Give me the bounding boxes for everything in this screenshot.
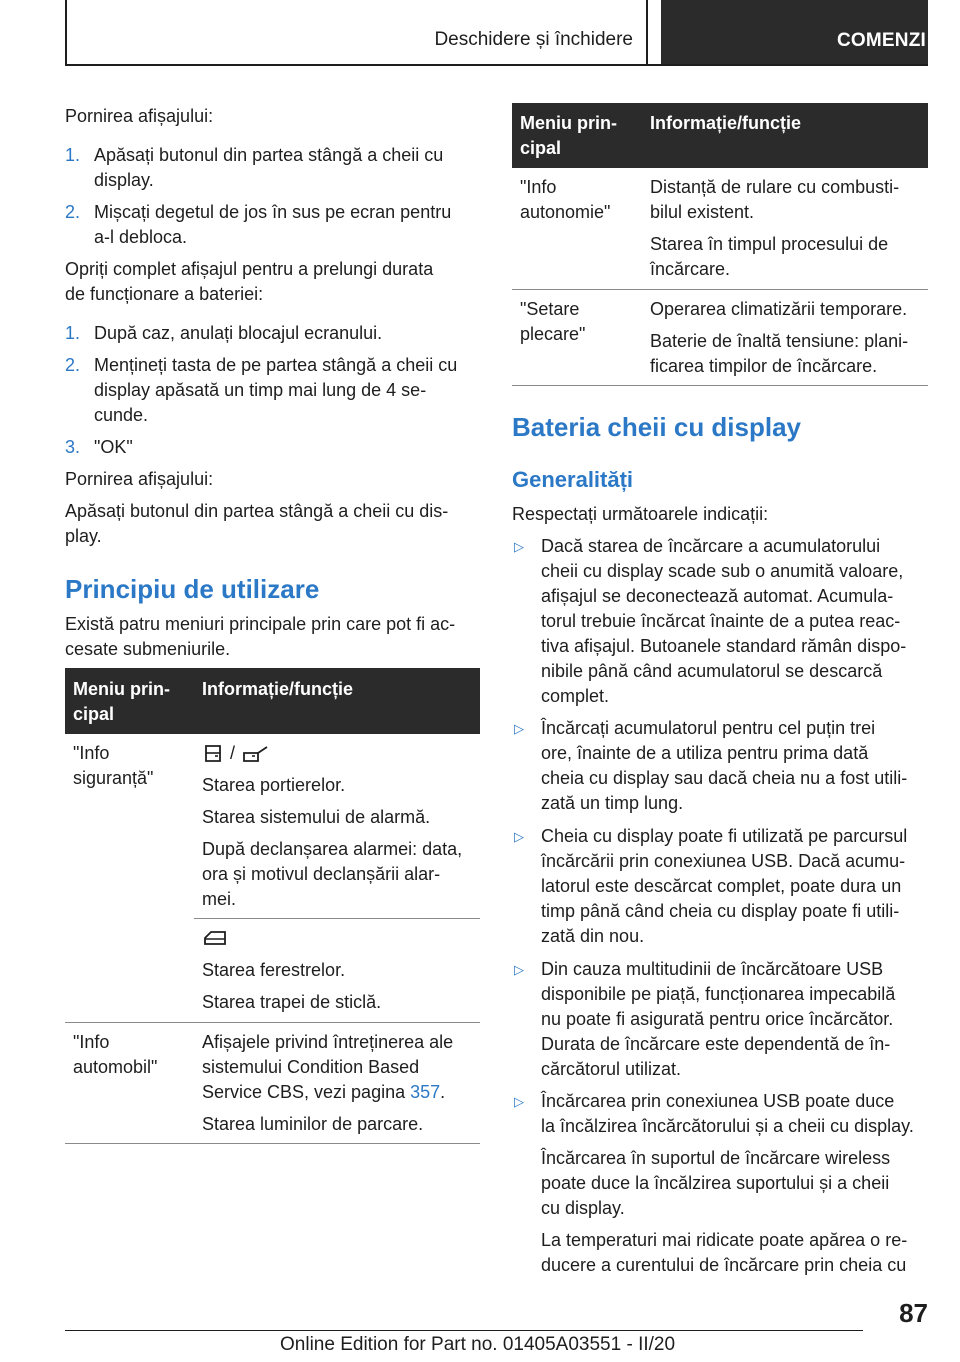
bullet-text: Durata de încărcare este dependentă de în‐ (541, 1034, 891, 1054)
paragraph-opriti: de funcționare a bateriei: (65, 284, 264, 304)
step-number: 3. (65, 437, 81, 457)
table-cell-info: După declanșarea alarmei: data, (202, 839, 463, 859)
bullet-triangle-icon: ▷ (514, 1094, 524, 1109)
table-cell-info: bilul existent. (650, 202, 755, 222)
table-cell-info: mei. (202, 889, 237, 909)
table-cell-info: Distanță de rulare cu combusti‐ (650, 177, 900, 197)
bullet-triangle-icon: ▷ (514, 539, 524, 554)
table-header-menu: Meniu prin‐ (73, 679, 170, 699)
bullet-text: zată un timp lung. (541, 793, 684, 813)
paragraph-apasati: play. (65, 526, 102, 546)
table-header-menu: Meniu prin‐ (520, 113, 617, 133)
bullet-text: la încălzirea încărcătorului și a cheii cu display. (541, 1116, 914, 1136)
step-text: Mișcați degetul de jos în sus pe ecran pentru (94, 202, 452, 222)
bullet-text: ore, înainte de a utiliza pentru prima dată (541, 743, 869, 763)
table-cell-info: Baterie de înaltă tensiune: plani‐ (650, 331, 909, 351)
subheading-generalitati: Generalități (512, 467, 634, 492)
step-text: cunde. (94, 405, 149, 425)
paragraph-intro: Respectați următoarele indicații: (512, 504, 769, 524)
table-cell-info: Starea ferestrelor. (202, 960, 346, 980)
bullet-text: torul trebuie încărcat înainte de a putea reac‐ (541, 611, 901, 631)
table-cell-menu: "Info (520, 177, 557, 197)
table-cell-info: ora și motivul declanșării alar‐ (202, 864, 441, 884)
table-bottom-rule (65, 1143, 480, 1144)
table-cell-info: Afișajele privind întreținerea ale (202, 1032, 454, 1052)
paragraph-meniuri: cesate submeniurile. (65, 639, 231, 659)
table-cell-menu: automobil" (73, 1057, 158, 1077)
bullet-continuation: ducere a curentului de încărcare prin cheia cu (541, 1255, 907, 1275)
bullet-text: nu poate fi asigurată pentru orice încărcător. (541, 1009, 894, 1029)
door-closed-icon (202, 744, 224, 764)
paragraph-apasati: Apăsați butonul din partea stângă a cheii cu dis‐ (65, 501, 449, 521)
chapter-header-tab (661, 0, 928, 64)
bullet-continuation: cu display. (541, 1198, 625, 1218)
bullet-text: disponibile pe piață, funcționarea impecabilă (541, 984, 896, 1004)
table-cell-info: Starea sistemului de alarmă. (202, 807, 431, 827)
step-text: După caz, anulați blocajul ecranului. (94, 323, 383, 343)
page-reference-link[interactable]: 357 (410, 1082, 441, 1102)
section-title: Deschidere și închidere (434, 29, 633, 50)
table-header-menu: cipal (73, 704, 115, 724)
bullet-text: Încărcați acumulatorul pentru cel puțin trei (541, 718, 876, 738)
paragraph-pornirea-2: Pornirea afișajului: (65, 469, 214, 489)
table-cell-info: ficarea timpilor de încărcare. (650, 356, 878, 376)
bullet-text: cheia cu display sau dacă cheia nu a fost utili‐ (541, 768, 908, 788)
bullet-triangle-icon: ▷ (514, 962, 524, 977)
table-cell-info: Operarea climatizării temporare. (650, 299, 908, 319)
table-cell-info: încărcare. (650, 259, 731, 279)
heading-bateria: Bateria cheii cu display (512, 412, 802, 442)
step-text: Mențineți tasta de pe partea stângă a cheii cu (94, 355, 458, 375)
bullet-text: Dacă starea de încărcare a acumulatorului (541, 536, 881, 556)
footer-rule (65, 1330, 863, 1331)
paragraph-meniuri: Există patru meniuri principale prin care pot fi ac‐ (65, 614, 456, 634)
page-ref-suffix: . (440, 1082, 446, 1102)
step-number: 2. (65, 202, 81, 222)
heading-principiu: Principiu de utilizare (65, 574, 320, 604)
header-rule (65, 64, 928, 66)
bullet-continuation: poate duce la încălzirea suportului și a cheii (541, 1173, 890, 1193)
table-bottom-rule (512, 385, 928, 386)
cbs-text: Service CBS, vezi pagina (202, 1082, 406, 1102)
paragraph-pornirea: Pornirea afișajului: (65, 106, 214, 126)
step-text: Apăsați butonul din partea stângă a cheii cu (94, 145, 444, 165)
bullet-text: complet. (541, 686, 610, 706)
bullet-text: latorul este descărcat complet, poate dura un (541, 876, 902, 896)
step-text: a-l debloca. (94, 227, 188, 247)
table-cell-menu: "Setare (520, 299, 580, 319)
bullet-text: cărcătorul utilizat. (541, 1059, 682, 1079)
table-cell-menu: siguranță" (73, 768, 154, 788)
table-cell-info: Starea trapei de sticlă. (202, 992, 382, 1012)
bullet-continuation: La temperaturi mai ridicate poate apărea o re‐ (541, 1230, 908, 1250)
bullet-text: cheii cu display scade sub o anumită valoare, (541, 561, 904, 581)
bullet-text: tiva afișajul. Butoanele standard rămân dispo‐ (541, 636, 907, 656)
door-open-icon (242, 744, 270, 764)
step-number: 1. (65, 145, 81, 165)
table-header-info: Informație/funcție (650, 113, 802, 133)
paragraph-opriti: Opriți complet afișajul pentru a prelungi durata (65, 259, 434, 279)
table-cell-info: Starea în timpul procesului de (650, 234, 889, 254)
page-number: 87 (899, 1298, 928, 1328)
table-row-divider (65, 1022, 480, 1023)
chapter-title: COMENZI (836, 30, 926, 51)
table-cell-menu: "Info (73, 743, 110, 763)
bullet-text: nibile până când acumulatorul se descarcă (541, 661, 883, 681)
bullet-triangle-icon: ▷ (514, 721, 524, 736)
table-cell-info (202, 1080, 445, 1105)
section-header-tab (65, 0, 648, 64)
bullet-triangle-icon: ▷ (514, 829, 524, 844)
bullet-text: Din cauza multitudinii de încărcătoare USB (541, 959, 884, 979)
table-header-menu: cipal (520, 138, 562, 158)
table-cell-menu: autonomie" (520, 202, 611, 222)
bullet-text: Încărcarea prin conexiunea USB poate duce (541, 1091, 895, 1111)
table-row-divider (512, 289, 928, 290)
bullet-text: Cheia cu display poate fi utilizată pe parcursul (541, 826, 908, 846)
table-cell-menu: "Info (73, 1032, 110, 1052)
table-cell-info: Starea portierelor. (202, 775, 346, 795)
bullet-continuation: Încărcarea în suportul de încărcare wireless (541, 1148, 891, 1168)
table-cell-info: Starea luminilor de parcare. (202, 1114, 424, 1134)
table-cell-info: sistemului Condition Based (202, 1057, 420, 1077)
step-number: 2. (65, 355, 81, 375)
table-header-info: Informație/funcție (202, 679, 354, 699)
table-cell-menu: plecare" (520, 324, 586, 344)
bullet-text: timp până când cheia cu display poate fi utili‐ (541, 901, 900, 921)
window-icon (202, 928, 228, 948)
table-row-divider (194, 918, 480, 919)
step-number: 1. (65, 323, 81, 343)
bullet-text: încărcării prin conexiunea USB. Dacă acumu‐ (541, 851, 906, 871)
edition-footer: Online Edition for Part no. 01405A03551 - II/20 (280, 1334, 676, 1355)
icon-separator: / (230, 743, 236, 763)
bullet-text: zată din nou. (541, 926, 645, 946)
step-text: "OK" (94, 437, 133, 457)
step-text: display. (94, 170, 154, 190)
bullet-text: afișajul se deconectează automat. Acumula‐ (541, 586, 894, 606)
step-text: display apăsată un timp mai lung de 4 se‐ (94, 380, 427, 400)
